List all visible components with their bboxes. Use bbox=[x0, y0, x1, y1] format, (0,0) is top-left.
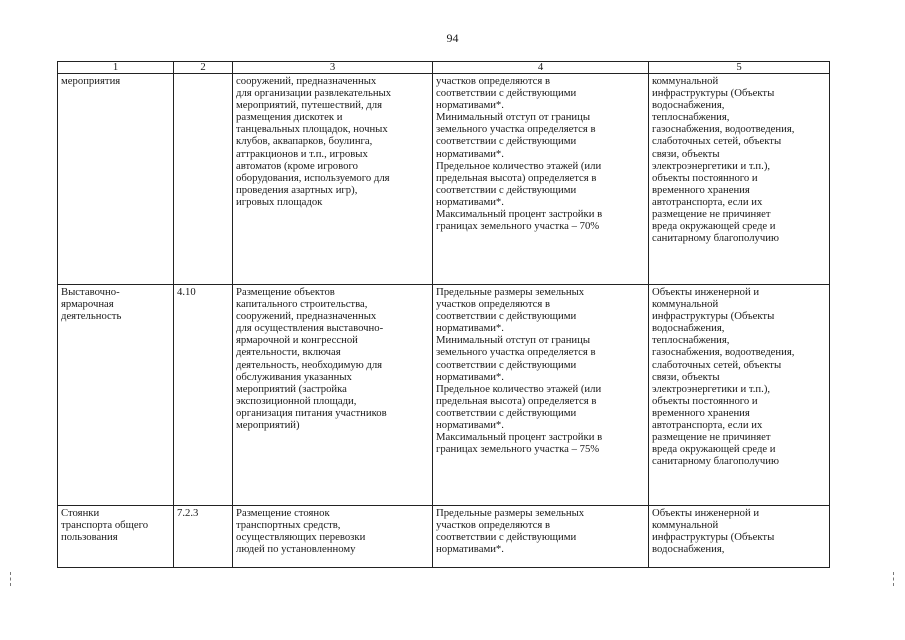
column-header: 1 bbox=[58, 62, 174, 74]
use-code-cell: 4.10 bbox=[174, 285, 233, 506]
left-margin-mark bbox=[10, 572, 13, 586]
use-code-cell: 7.2.3 bbox=[174, 506, 233, 568]
auxiliary-uses-cell: Объекты инженерной и коммунальной инфраструктуры (Объекты водоснабжения, bbox=[649, 506, 830, 568]
right-margin-mark bbox=[893, 572, 896, 586]
table-row bbox=[58, 74, 830, 285]
land-use-table bbox=[57, 61, 830, 568]
use-description-cell: Размещение стоянок транспортных средств, осуществляющих перевозки людей по установленному bbox=[233, 506, 433, 568]
auxiliary-uses-cell: Объекты инженерной и коммунальной инфраструктуры (Объекты водоснабжения, теплоснабжения, газоснабжения, водоотведения, слаботочных сетей, объекты связи, объекты электроэнергетики и т.п.), объекты постоянного и временного хранения автотранспорта, если их размещение не причиняет вреда окружающей среде и санитарному благополучию bbox=[649, 285, 830, 506]
use-description-cell: Размещение объектов капитального строительства, сооружений, предназначенных для осуществления выставочно- ярмарочной и конгрессной деятельности, включая деятельность, необходимую для обслуживания указанных мероприятий (застройка экспозиционной площади, организация питания участников мероприятий) bbox=[233, 285, 433, 506]
column-header: 4 bbox=[433, 62, 649, 74]
parameters-cell: Предельные размеры земельных участков определяются в соответствии с действующими нормативами*. Минимальный отступ от границы земельного участка определяется в соответствии с действующими нормативами*. Предельное количество этажей (или предельная высота) определяется в соответствии с действующими нормативами*. Максимальный процент застройки в границах земельного участка – 75% bbox=[433, 285, 649, 506]
column-header: 2 bbox=[174, 62, 233, 74]
use-name-cell: мероприятия bbox=[58, 74, 174, 285]
table-row bbox=[58, 506, 830, 568]
table-row bbox=[58, 285, 830, 506]
auxiliary-uses-cell: коммунальной инфраструктуры (Объекты водоснабжения, теплоснабжения, газоснабжения, водоотведения, слаботочных сетей, объекты связи, объекты электроэнергетики и т.п.), объекты постоянного и временного хранения автотранспорта, если их размещение не причиняет вреда окружающей среде и санитарному благополучию bbox=[649, 74, 830, 285]
use-name-cell: Стоянки транспорта общего пользования bbox=[58, 506, 174, 568]
use-name-cell: Выставочно- ярмарочная деятельность bbox=[58, 285, 174, 506]
column-header: 5 bbox=[649, 62, 830, 74]
use-code-cell bbox=[174, 74, 233, 285]
use-description-cell: сооружений, предназначенных для организации развлекательных мероприятий, путешествий, для размещения дискотек и танцевальных площадок, ночных клубов, аквапарков, боулинга, аттракционов и т.п., игровых автоматов (кроме игрового оборудования, используемого для проведения азартных игр), игровых площадок bbox=[233, 74, 433, 285]
header-row bbox=[58, 62, 830, 74]
column-header: 3 bbox=[233, 62, 433, 74]
page-number: 94 bbox=[446, 31, 459, 45]
parameters-cell: участков определяются в соответствии с действующими нормативами*. Минимальный отступ от границы земельного участка определяется в соответствии с действующими нормативами*. Предельное количество этажей (или предельная высота) определяется в соответствии с действующими нормативами*. Максимальный процент застройки в границах земельного участка – 70% bbox=[433, 74, 649, 285]
parameters-cell: Предельные размеры земельных участков определяются в соответствии с действующими нормативами*. bbox=[433, 506, 649, 568]
